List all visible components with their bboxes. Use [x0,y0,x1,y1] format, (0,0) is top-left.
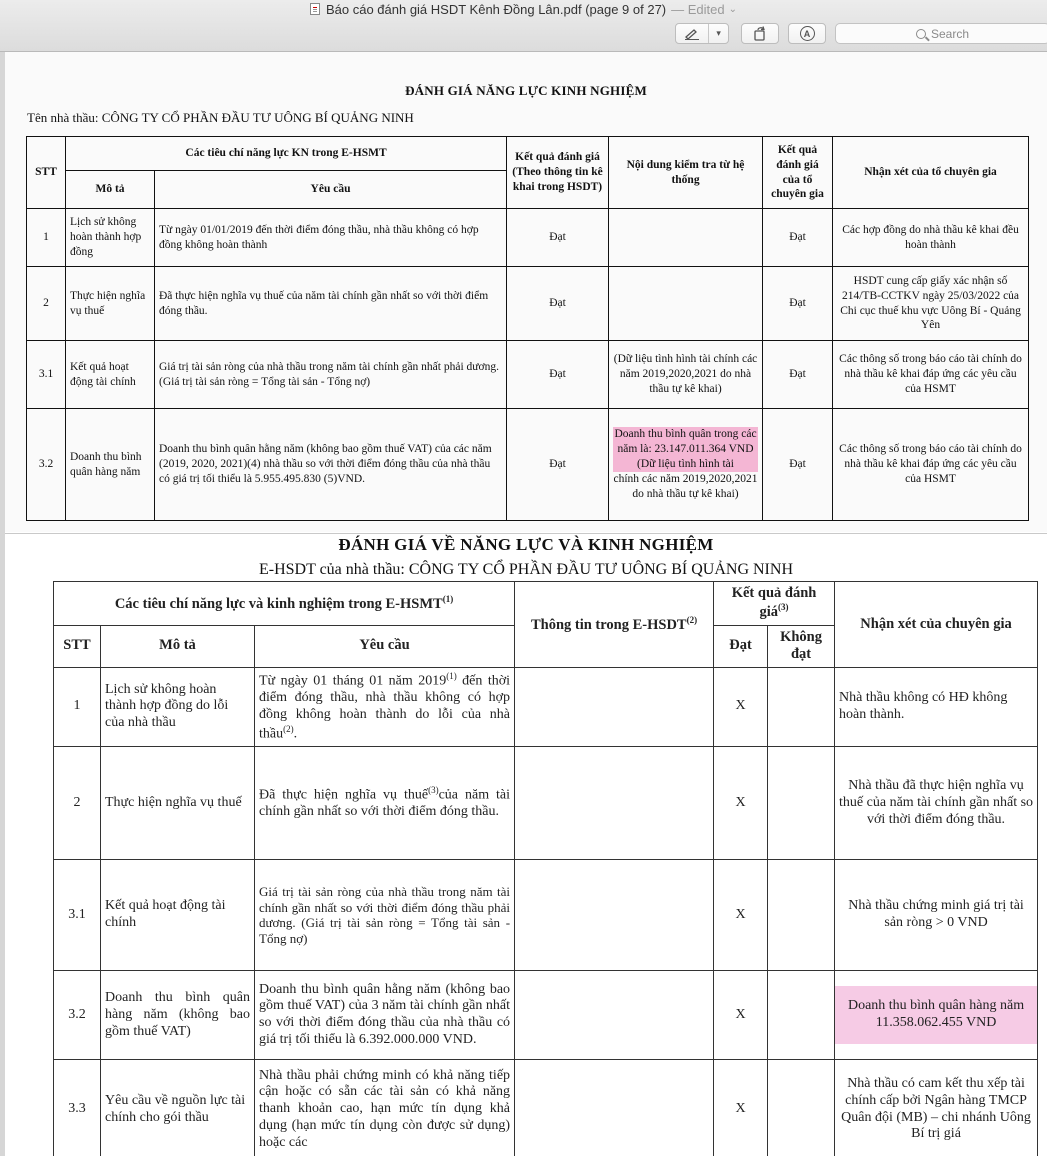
cell-info [515,747,714,860]
header-desc: Mô tả [101,625,255,667]
footnote-ref: (3) [428,784,439,795]
cell-fail [768,667,835,747]
cell-desc: Thực hiện nghĩa vụ thuế [66,267,155,341]
header-fail: Không đạt [768,625,835,667]
cell-req: Từ ngày 01/01/2019 đến thời điểm đóng thầu, nhà thầu không có hợp đồng không hoàn thành [155,209,507,267]
table-row [54,667,1038,747]
header-criteria-group: Các tiêu chí năng lực KN trong E-HSMT [66,137,507,171]
cell-req: Giá trị tài sản ròng của nhà thầu trong năm tài chính gần nhất phải dương. (Giá trị tài sản ròng = Tổng tài sản - Tổng nợ) [155,341,507,409]
cell-req [255,747,515,860]
cell-req: Đã thực hiện nghĩa vụ thuế của năm tài chính gần nhất so với thời điểm đóng thầu. [155,267,507,341]
header-criteria-text: Các tiêu chí năng lực và kinh nghiệm trong E-HSMT [114,595,443,612]
search-icon [916,29,926,39]
highlighted-revenue: Doanh thu bình quân trong các năm là: 23.147.011.364 VND (Dữ liệu tình hình tài [614,428,757,471]
cell-pass: X [714,747,768,860]
cell-req: Doanh thu bình quân hằng năm (không bao gồm thuế VAT) của 3 năm tài chính gần nhất so với thời điểm đóng thầu của nhà thầu có giá trị tối thiểu là 6.392.000.000 VND. [255,971,515,1060]
cell-desc: Doanh thu bình quân hàng năm [66,409,155,521]
cell-info [515,1060,714,1156]
chevron-down-icon[interactable]: ⌄ [728,3,738,15]
table-row [27,267,1029,341]
cell-desc: Yêu cầu về nguồn lực tài chính cho gói thầu [101,1060,255,1156]
header-desc: Mô tả [66,171,155,209]
cell-fail [768,971,835,1060]
window-toolbar [0,0,1047,52]
cell-comment: Các thông số trong báo cáo tài chính do nhà thầu kê khai đáp ứng các yêu cầu của HSMT [833,409,1029,521]
cell-stt: 3.1 [27,341,66,409]
req-text: . [293,726,298,742]
cell-stt: 2 [27,267,66,341]
evaluation-table [26,136,1029,521]
cell-expert: Đạt [763,341,833,409]
scan-excerpt-official-form [5,533,1047,1156]
cell-stt: 1 [54,667,101,747]
table-row [54,860,1038,971]
footnote-ref: (2) [686,614,698,625]
markup-a-icon: A [800,26,815,41]
cell-stt: 3.2 [27,409,66,521]
cell-req: Nhà thầu phải chứng minh có khả năng tiếp cận hoặc có sẵn các tài sản có khả năng thanh khoản cao, hạn mức tín dụng khả dụng (hạn mức tín dụng còn được sử dụng) hoặc các [255,1060,515,1156]
window-title: Báo cáo đánh giá HSDT Kênh Đồng Lân.pdf (page 9 of 27) [325,1,667,17]
cell-result: Đạt [507,209,609,267]
cell-desc: Kết quả hoạt động tài chính [101,860,255,971]
header-stt: STT [54,625,101,667]
markup-toolbar-group[interactable] [675,23,729,44]
header-system-check: Nội dung kiểm tra từ hệ thống [609,137,763,209]
pdf-document-icon [310,3,320,15]
cell-info [515,971,714,1060]
markup-pen-icon[interactable] [676,24,709,43]
contractor-name: E-HSDT của nhà thầu: CÔNG TY CỔ PHẦN ĐẦU TƯ UÔNG BÍ QUẢNG NINH [258,561,793,578]
cell-result: Đạt [507,267,609,341]
cell-check [609,267,763,341]
scan-excerpt-evaluation-report [5,52,1047,532]
cell-comment: Nhà thầu có cam kết thu xếp tài chính cấp bởi Ngân hàng TMCP Quân đội (MB) – chi nhánh Uông Bí trị giá [835,1060,1038,1156]
cell-result: Đạt [507,409,609,521]
edited-status[interactable]: — Edited [671,1,725,17]
rotate-icon [752,26,768,41]
document-view[interactable] [0,52,1047,1156]
cell-expert: Đạt [763,267,833,341]
header-stt: STT [27,137,66,209]
cell-desc: Lịch sử không hoàn thành hợp đồng do lỗi của nhà thầu [101,667,255,747]
table-row [54,1060,1038,1156]
rotate-button[interactable] [741,23,779,44]
cell-check [609,209,763,267]
header-info [515,582,714,668]
cell-stt: 2 [54,747,101,860]
check-note: chính các năm 2019,2020,2021 do nhà thầu tự kê khai) [613,472,758,500]
cell-pass: X [714,667,768,747]
cell-info [515,860,714,971]
cell-check: (Dữ liệu tình hình tài chính các năm 2019,2020,2021 do nhà thầu tự kê khai) [609,341,763,409]
footnote-ref: (2) [283,723,294,734]
cell-fail [768,1060,835,1156]
req-text: Đã thực hiện nghĩa vụ thuế [259,787,429,803]
highlighted-revenue: Doanh thu bình quân hàng năm 11.358.062.455 VND [835,986,1037,1044]
header-result-text: Kết quả đánh giá [731,585,817,621]
header-pass: Đạt [714,625,768,667]
cell-req: Giá trị tài sản ròng của nhà thầu trong năm tài chính gần nhất so với thời điểm đóng thầu phải dương. (Giá trị tài sản ròng = Tổng tài sản - Tổng nợ) [255,860,515,971]
section-heading: ĐÁNH GIÁ NĂNG LỰC KINH NGHIỆM [405,83,647,98]
cell-comment: Nhà thầu không có HĐ không hoàn thành. [835,667,1038,747]
cell-req: Doanh thu bình quân hằng năm (không bao gồm thuế VAT) của các năm (2019, 2020, 2021)(4) nhà thầu so với thời điểm đóng thầu của nhà thầu có giá trị tối thiểu là 5.955.495.830 (5)VND. [155,409,507,521]
req-text: đến thời điểm đóng thầu, nhà thầu không có hợp đồng không hoàn thành do lỗi của nhà thầu [259,673,511,742]
cell-pass: X [714,860,768,971]
table-row [54,971,1038,1060]
header-req: Yêu cầu [155,171,507,209]
table-row [27,341,1029,409]
cell-comment [835,971,1038,1060]
cell-stt: 3.2 [54,971,101,1060]
header-eval-result: Kết quả đánh giá (Theo thông tin kê khai trong HSDT) [507,137,609,209]
cell-desc: Kết quả hoạt động tài chính [66,341,155,409]
cell-req [255,667,515,747]
table-row [27,209,1029,267]
cell-comment: Các thông số trong báo cáo tài chính do nhà thầu kê khai đáp ứng các yêu cầu của HSMT [833,341,1029,409]
cell-fail [768,860,835,971]
cell-check [609,409,763,521]
req-text: Từ ngày 01 tháng 01 năm 2019 [259,673,447,689]
footnote-ref: (3) [778,602,789,613]
contractor-name: Tên nhà thầu: CÔNG TY CỔ PHẦN ĐẦU TƯ UÔNG BÍ QUẢNG NINH [27,110,414,125]
cell-pass: X [714,1060,768,1156]
cell-info [515,667,714,747]
section-heading: ĐÁNH GIÁ VỀ NĂNG LỰC VÀ KINH NGHIỆM [338,535,714,554]
header-result-group [714,582,835,626]
cell-result: Đạt [507,341,609,409]
cell-desc: Thực hiện nghĩa vụ thuế [101,747,255,860]
cell-fail [768,747,835,860]
cell-desc: Doanh thu bình quân hàng năm (không bao gồm thuế VAT) [101,971,255,1060]
search-placeholder: Search [930,26,970,41]
header-expert-comment: Nhận xét của tổ chuyên gia [833,137,1029,209]
cell-stt: 3.1 [54,860,101,971]
chevron-down-icon[interactable]: ▾ [716,28,721,38]
header-expert-result: Kết quả đánh giá của tổ chuyên gia [763,137,833,209]
footnote-ref: (1) [442,593,454,604]
cell-desc: Lịch sử không hoàn thành hợp đồng [66,209,155,267]
search-field[interactable] [835,23,1047,44]
table-row [54,747,1038,860]
cell-comment: Các hợp đồng do nhà thầu kê khai đều hoàn thành [833,209,1029,267]
cell-pass: X [714,971,768,1060]
table-row [27,409,1029,521]
cell-stt: 1 [27,209,66,267]
header-req: Yêu cầu [255,625,515,667]
cell-expert: Đạt [763,409,833,521]
cell-comment: HSDT cung cấp giấy xác nhận số 214/TB-CCTKV ngày 25/03/2022 của Chi cục thuế khu vực Uông Bí - Quảng Yên [833,267,1029,341]
footnote-ref: (1) [446,670,457,681]
req-text: của năm tài chính gần nhất so với thời điểm đóng thầu. [259,787,511,820]
cell-stt: 3.3 [54,1060,101,1156]
cell-comment: Nhà thầu đã thực hiện nghĩa vụ thuế của năm tài chính gần nhất so với thời điểm đóng thầu. [835,747,1038,860]
cell-comment: Nhà thầu chứng minh giá trị tài sản ròng > 0 VND [835,860,1038,971]
capability-table [53,581,1038,1156]
window-title-bar[interactable] [0,0,1047,18]
cell-expert: Đạt [763,209,833,267]
annotate-button[interactable] [788,23,826,44]
header-criteria-group [54,582,515,626]
header-comment: Nhận xét của chuyên gia [835,582,1038,668]
header-info-text: Thông tin trong E-HSDT [530,616,687,633]
